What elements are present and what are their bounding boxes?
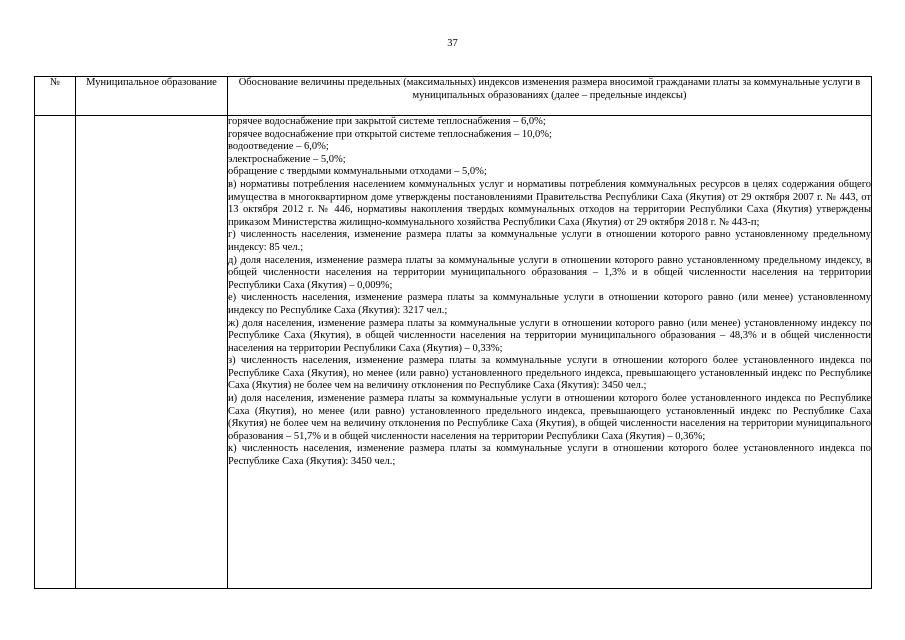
- description-paragraph-g: г) численность населения, изменение размера платы за коммунальные услуги в отношении которого равно установленному предельному индексу: 85 чел.;: [228, 229, 871, 253]
- description-paragraph-v: в) нормативы потребления населением коммунальных услуг и нормативы потребления коммунальных ресурсов в целях содержания общего имущества в многоквартирном доме утверждены постановлениями Правительства Республики Саха (Якутия) от 29 октября 2007 г. № 443, от 13 октября 2012 г. № 446, нормативы накопления твердых коммунальных отходов на территории Республики Саха (Якутия) утверждены приказом Министерства жилищно-коммунального хозяйства Республики Саха (Якутия) от 29 октября 2018 г. № 443-п;: [228, 178, 871, 228]
- description-paragraph-i: и) доля населения, изменение размера платы за коммунальные услуги в отношении которого более установленного индекса по Республике Саха (Якутия), но менее (или равно) установленного предельного индекса, превышающего установленный индекс по Республике Саха (Якутия) не более чем на величину отклонения по Республике Саха (Якутия), в общей численности населения на территории муниципального образования – 51,7% и в общей численности населения на территории Республики Саха (Якутия) – 0,36%;: [228, 393, 871, 442]
- description-line: горячее водоснабжение при открытой системе теплоснабжения – 10,0%;: [228, 128, 552, 140]
- page-number: 37: [447, 38, 458, 49]
- description-line: горячее водоснабжение при закрытой системе теплоснабжения – 6,0%;: [228, 116, 546, 127]
- description-line: электроснабжение – 5,0%;: [228, 153, 346, 165]
- cell-description: [228, 116, 872, 589]
- description-paragraph-zh: ж) доля населения, изменение размера платы за коммунальные услуги в отношении которого равно (или менее) установленному индексу по Республике Саха (Якутия), в общей численности населения на территории муниципального образования – 48,3% и в общей численности населения на территории Республики Саха (Якутия) – 0,33%;: [228, 317, 871, 354]
- table-header-row: [35, 77, 872, 116]
- description-paragraph-z: з) численность населения, изменение размера платы за коммунальные услуги в отношении которого более установленного индекса по Республике Саха (Якутия), но менее (или равно) установленного предельного индекса, превышающего установленный индекс по Республике Саха (Якутия) не более чем на величину отклонения по Республике Саха (Якутия): 3450 чел.;: [228, 355, 871, 392]
- header-description: Обоснование величины предельных (максимальных) индексов изменения размера вносимой гражданами платы за коммунальные услуги в муниципальных образованиях (далее – предельные индексы): [228, 77, 872, 116]
- description-line: обращение с твердыми коммунальными отходами – 5,0%;: [228, 166, 487, 178]
- header-number: №: [35, 77, 76, 116]
- table-row: [35, 116, 872, 589]
- cell-municipality: [76, 116, 228, 589]
- header-municipality: Муниципальное образование: [76, 77, 228, 116]
- cell-number: [35, 116, 76, 589]
- description-paragraph-d: д) доля населения, изменение размера платы за коммунальные услуги в отношении которого равно установленному предельному индексу, в общей численности населения на территории муниципального образования – 1,3% и в общей численности населения на территории Республики Саха (Якутия) – 0,009%;: [228, 254, 871, 291]
- indices-table: [34, 76, 872, 589]
- description-paragraph-k: к) численность населения, изменение размера платы за коммунальные услуги в отношении которого более установленного индекса по Республике Саха (Якутия): 3450 чел.;: [228, 443, 871, 468]
- description-paragraph-e: е) численность населения, изменение размера платы за коммунальные услуги в отношении которого равно (или менее) установленному индексу по Республике Саха (Якутия): 3217 чел.;: [228, 292, 871, 316]
- description-line: водоотведение – 6,0%;: [228, 141, 329, 153]
